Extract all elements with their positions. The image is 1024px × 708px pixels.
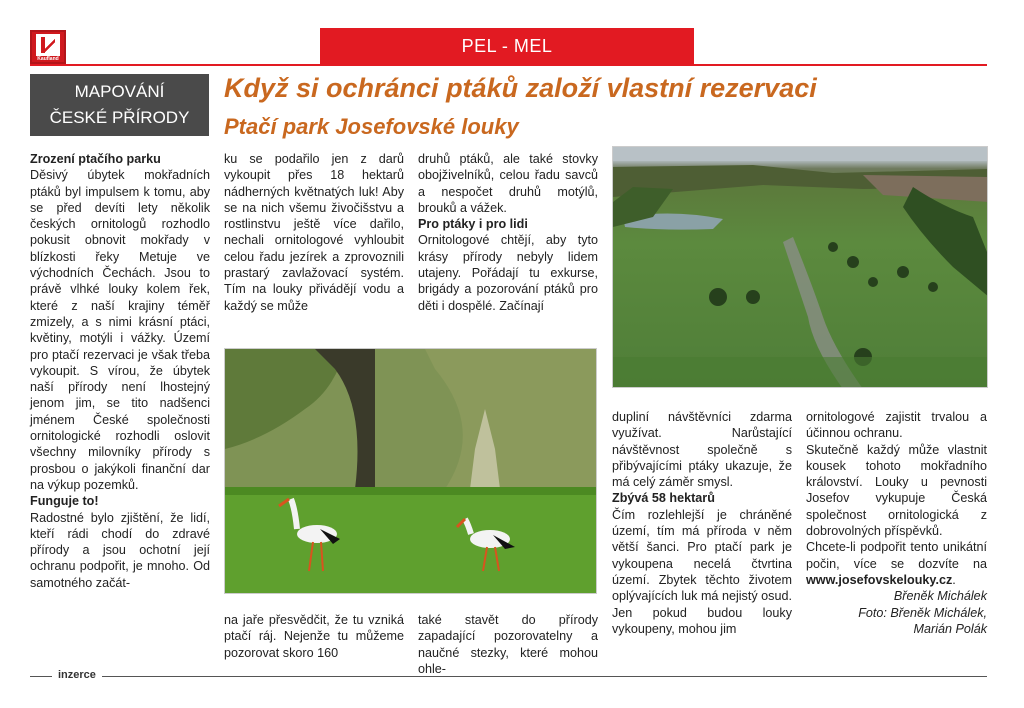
article-subtitle: Ptačí park Josefovské louky [224,114,519,139]
column-3-top [418,151,598,314]
cta-text: Chcete-li podpořit tento unikátní počin, více se dozvíte na [806,540,987,571]
paragraph: Děsivý úbytek mokřadních ptáků byl impulsem k tomu, aby se před devíti lety několik českých ornitologů rozhodlo pokusit obnovit mokřady v blízkosti řeky Metuje ve východních Čechách. Jsou to právě vlhké louky kolem řek, které z naší krajiny téměř zmizely, a s nimi krásní ptáci, květiny, motýli i vážky. Území pro ptačí rezervaci je však třeba vykoupit. S vírou, že úbytek naší přírody není lhostejný jenom jim, se tito nadšenci jménem České společnosti ornitologické rozhodli oslovit všechny milovníky přírody s prosbou o jakýkoli finanční dar na výkup pozemků. [30,168,210,492]
paragraph: ornitologové zajistit trvalou a účinnou ochranu. [806,410,987,441]
paragraph: dupliní návštěvníci zdarma využívat. Narůstající návštěvnost společně s přibývajícími ptáky ukazuje, že má celý záměr smysl. [612,410,792,490]
heading-pro-ptaky: Pro ptáky i pro lidi [418,217,528,232]
paragraph: druhů ptáků, ale také stovky obojživelníků, celou řadu savců a nespočet druhů motýlů, brouků a vážek. [418,152,598,215]
paragraph: Skutečně každý může vlastnit kousek tohoto mokřadního království. Louky u pevnosti Josefov vykupuje Česká společnost ornitologická z dobrovolných příspěvků. [806,442,987,539]
storks-photo [224,348,597,594]
header-rule [30,64,987,66]
section-label-line2: ČESKÉ PŘÍRODY [49,108,190,127]
paragraph: také stavět do přírody zapadající pozorovatelny a naučné stezky, které mohou ohle- [418,613,598,676]
footer-label: inzerce [52,669,102,681]
aerial-photo-illustration [613,147,988,388]
logo-brand-text: Kaufland [37,56,59,62]
column-4 [612,409,792,637]
column-1 [30,151,210,591]
footer-rule [30,676,987,677]
column-3-bottom [418,612,598,677]
k-logo-icon [36,34,60,56]
heading-zbyva: Zbývá 58 hektarů [612,491,715,506]
kaufland-logo [30,30,66,64]
section-label [30,74,209,136]
cta-end: . [952,572,956,587]
paragraph: Radostné bylo zjištění, že lidí, kteří rádi chodí do zdravé přírody a jsou ochotní její ochranu podpořit, je mnoho. Od samotného začát- [30,510,210,590]
heading-zrozeni: Zrození ptačího parku [30,152,161,166]
photo-credit-2: Marián Polák [913,621,987,636]
photo-credit-1: Foto: Břeněk Michálek, [858,605,987,620]
paragraph: Ornitologové chtějí, aby tyto krásy přírody nebyly lidem utajeny. Pořádají tu exkurse, brigády a pozorování ptáků pro děti i dospělé. Začínají [418,233,598,313]
column-5 [806,409,987,637]
column-2-top [224,151,404,314]
paragraph: Čím rozlehlejší je chráněné území, tím má příroda v něm větší šanci. Pro ptačí park je vykoupena necelá čtvrtina území. Zbytek těchto životem oplývajících luk má nejistý osud. Jen pokud budou louky vykoupeny, mohou jim [612,507,792,636]
website-link[interactable]: www.josefovskelouky.cz [806,572,953,587]
paragraph-cta [806,539,987,588]
column-2-bottom [224,612,404,661]
storks-photo-illustration [225,349,597,594]
aerial-meadow-photo [612,146,988,388]
heading-funguje: Funguje to! [30,494,99,509]
section-header: PEL - MEL [320,28,694,64]
section-label-line1: MAPOVÁNÍ [74,82,165,101]
author: Břeněk Michálek [893,589,987,604]
paragraph: na jaře přesvědčit, že tu vzniká ptačí ráj. Nejenže tu můžeme pozorovat skoro 160 [224,613,404,660]
paragraph: ku se podařilo jen z darů vykoupit přes 18 hektarů nádherných květnatých luk! Aby se na nich všemu živočišstvu a rostlinstvu ještě více dařilo, nechali ornitologové vyhloubit celou řadu jezírek a zprovoznili prastarý zavlažovací systém. Tím na louky přivádějí vodu a každý se může [224,152,404,313]
article-title: Když si ochránci ptáků založí vlastní rezervaci [224,73,817,103]
